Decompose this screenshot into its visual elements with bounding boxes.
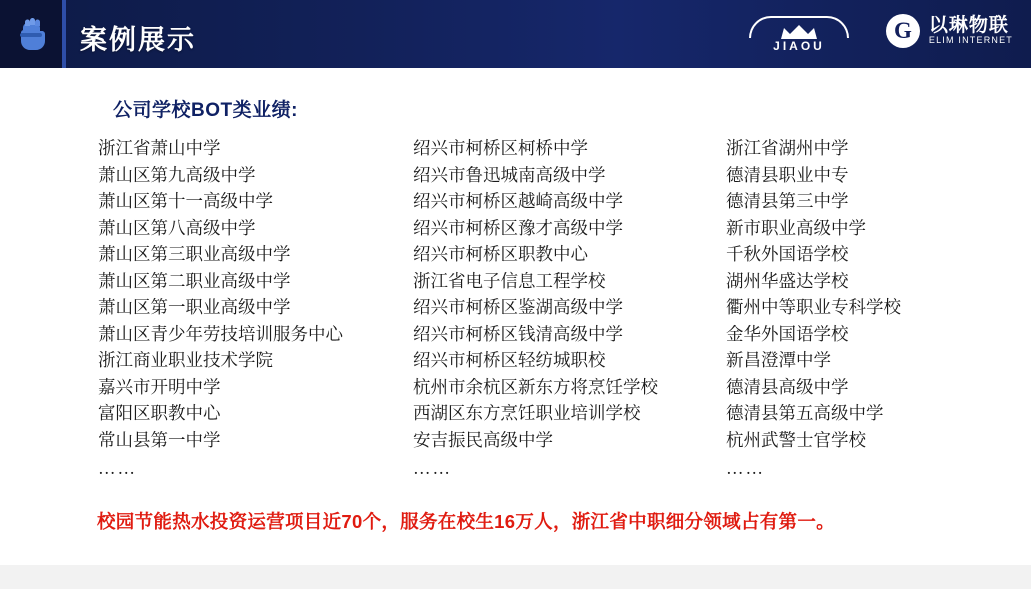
list-item: 金华外国语学校 [726,323,849,344]
list-item: 萧山区第二职业高级中学 [98,270,291,291]
list-item: 嘉兴市开明中学 [98,376,221,397]
list-item: 萧山区第八高级中学 [98,217,256,238]
list-item: 安吉振民高级中学 [413,429,553,450]
list-item: 衢州中等职业专科学校 [726,297,901,317]
list-item: 杭州武警士官学校 [726,429,866,450]
list-item: 萧山区第一职业高级中学 [98,297,291,317]
school-list-columns [98,135,978,482]
list-item: 浙江商业职业技术学院 [98,350,273,370]
crown-arc-logo-icon [749,16,849,38]
list-item: 千秋外国语学校 [726,244,849,264]
list-item: 萧山区第十一高级中学 [98,191,273,211]
crown-icon [779,24,819,40]
fist-icon [16,14,46,54]
school-list-column-3 [726,135,978,482]
list-item: 绍兴市柯桥区轻纺城职校 [413,350,606,370]
list-item: 萧山区第九高级中学 [98,164,256,185]
elim-logo-en: ELIM INTERNET [928,35,1013,46]
list-ellipsis: …… [726,458,765,478]
list-item: 西湖区东方烹饪职业培训学校 [413,403,641,423]
jiaou-logo-text: JIAOU [773,38,825,53]
list-item: 德清县职业中专 [726,164,849,185]
list-item: 萧山区第三职业高级中学 [98,244,291,264]
slide-header [0,0,1031,68]
elim-logo [886,14,1013,48]
list-item: 绍兴市柯桥区豫才高级中学 [413,217,623,238]
list-item: 绍兴市柯桥区柯桥中学 [413,138,588,158]
list-item: 德清县第三中学 [726,191,849,211]
list-item: 德清县第五高级中学 [726,403,884,423]
list-item: 萧山区青少年劳技培训服务中心 [98,323,343,344]
footnote-text: 校园节能热水投资运营项目近70个，服务在校生16万人，浙江省中职细分领域占有第一。 [97,511,835,532]
list-ellipsis: …… [413,458,452,478]
school-list-column-1 [98,135,413,482]
header-accent-bar [62,0,66,68]
list-item: 富阳区职教中心 [98,403,221,423]
list-item: 绍兴市柯桥区越崎高级中学 [413,191,623,211]
page-title: 案例展示 [80,25,196,55]
list-item: 杭州市余杭区新东方将烹饪学校 [413,376,658,397]
list-item: 绍兴市柯桥区职教中心 [413,244,588,264]
section-title: 公司学校BOT类业绩: [113,100,298,121]
list-item: 新昌澄潭中学 [726,350,831,370]
school-list-column-2 [413,135,726,482]
bottom-strip [0,565,1031,589]
list-item: 德清县高级中学 [726,376,849,397]
fist-icon-container [0,0,62,68]
list-item: 湖州华盛达学校 [726,270,849,291]
list-item: 常山县第一中学 [98,429,221,450]
list-item: 绍兴市鲁迅城南高级中学 [413,164,606,185]
list-item: 绍兴市柯桥区钱清高级中学 [413,323,623,344]
list-item: 浙江省萧山中学 [98,138,221,158]
list-item: 浙江省电子信息工程学校 [413,270,606,291]
list-ellipsis: …… [98,458,137,478]
list-item: 绍兴市柯桥区鉴湖高级中学 [413,297,623,317]
list-item: 浙江省湖州中学 [726,138,849,158]
list-item: 新市职业高级中学 [726,217,866,238]
jiaou-logo [745,12,853,56]
elim-logo-cn: 以琳物联 [928,15,1009,37]
elim-logo-mark: G [886,14,920,48]
slide-body [0,68,1031,565]
